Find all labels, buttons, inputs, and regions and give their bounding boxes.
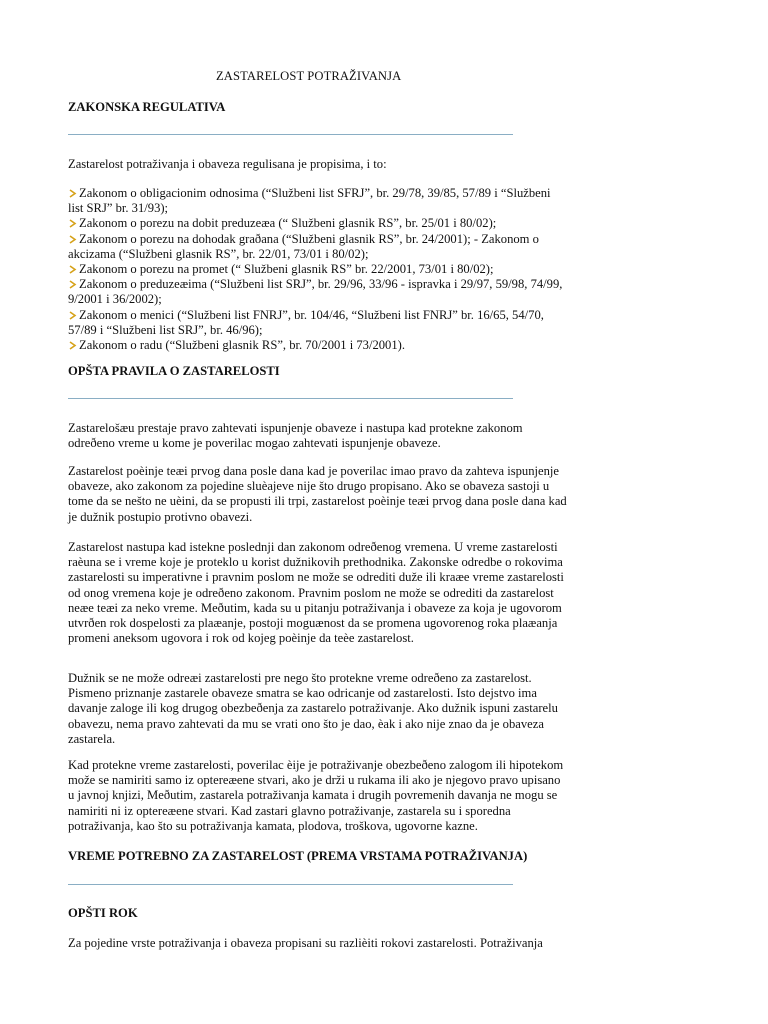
arrow-bullet-icon (68, 341, 77, 350)
list-item-text: Zakonom o obligacionim odnosima (“Službeni list SFRJ”, br. 29/78, 39/85, 57/89 i “Službeni list SRJ” br. 31/93); (68, 186, 551, 216)
section-divider (68, 134, 513, 135)
paragraph: Za pojedine vrste potraživanja i obaveza propisani su razlièiti rokovi zastarelosti. Potraživanja (68, 936, 543, 950)
list-item (68, 262, 568, 277)
section-divider (68, 398, 513, 399)
arrow-bullet-icon (68, 280, 77, 289)
intro-paragraph: Zastarelost potraživanja i obaveza regulisana je propisima, i to: (68, 157, 387, 171)
section-heading-vreme-potrebno: VREME POTREBNO ZA ZASTARELOST (PREMA VRSTAMA POTRAŽIVANJA) (68, 849, 528, 863)
list-item-text: Zakonom o menici (“Službeni list FNRJ”, br. 104/46, “Službeni list FNRJ” br. 16/65, 54/70, 57/89 i “Službeni list SRJ”, br. 46/96); (68, 307, 544, 337)
arrow-bullet-icon (68, 189, 77, 198)
list-item-text: Zakonom o porezu na promet (“ Službeni glasnik RS” br. 22/2001, 73/01 i 80/02); (79, 262, 494, 277)
list-item-text: Zakonom o radu (“Službeni glasnik RS”, br. 70/2001 i 73/2001). (79, 338, 405, 353)
section-heading-zakonska-regulativa: ZAKONSKA REGULATIVA (68, 100, 226, 114)
list-item-text: Zakonom o porezu na dohodak graðana (“Službeni glasnik RS”, br. 24/2001); - Zakonom o akcizama (“Službeni glasnik RS”, br. 22/01, 73/01 i 80/02); (68, 231, 539, 261)
list-item (68, 338, 568, 353)
section-heading-opsta-pravila: OPŠTA PRAVILA O ZASTARELOSTI (68, 364, 280, 378)
arrow-bullet-icon (68, 311, 77, 320)
paragraph: Zastarelost nastupa kad istekne poslednji dan zakonom odreðenog vremena. U vreme zastarelosti raèuna se i vreme koje je proteklo u korist dužnikovih prethodnika. Zakonske odredbe o rokovima zastarelosti su imperativne i pravnim poslom ne može se odrediti duže ili kraæe vreme zastarelosti od onog vremena koje je odreðeno zakonom. Pravnim poslom ne može se odrediti da zastarelost neæe teæi za neko vreme. Meðutim, kada su u pitanju potraživanja i obaveze za koja je ugovorom utvrðen rok dospelosti za plaæanje, postoji moguænost da se promena ugovorenog roka plaæanja promeni aneksom ugovora i rok od kojeg poèinje da teèe zastarelost. (68, 540, 564, 646)
law-list (68, 186, 568, 353)
list-item (68, 308, 568, 338)
document-title: ZASTARELOST POTRAŽIVANJA (216, 69, 402, 83)
arrow-bullet-icon (68, 219, 77, 228)
list-item-text: Zakonom o porezu na dobit preduzeæa (“ Službeni glasnik RS”, br. 25/01 i 80/02); (79, 216, 497, 231)
paragraph: Zastarelost poèinje teæi prvog dana posle dana kad je poverilac imao pravo da zahteva ispunjenje obaveze, ako zakonom za pojedine sluèajeve nije što drugo propisano. Ako se obaveza sastoji u tome da se nešto ne uèini, da se propusti ili trpi, zastarelost poèinje teæi prvog dana posle dana kad je dužnik postupio protivno obavezi. (68, 464, 567, 524)
paragraph: Dužnik se ne može odreæi zastarelosti pre nego što protekne vreme odreðeno za zastarelost. Pismeno priznanje zastarele obaveze smatra se kao odricanje od zastarelosti. Isto dejstvo ima davanje zaloge ili kog drugog obezbeðenja za zastarelo potraživanje. Ako dužnik ispuni zastarelu obavezu, nema pravo zahtevati da mu se vrati ono što je dao, èak i ako nije znao da je obaveza zastarela. (68, 671, 558, 746)
arrow-bullet-icon (68, 235, 77, 244)
section-divider (68, 884, 513, 885)
list-item (68, 232, 568, 262)
arrow-bullet-icon (68, 265, 77, 274)
paragraph: Kad protekne vreme zastarelosti, poverilac èije je potraživanje obezbeðeno zalogom ili hipotekom može se namiriti samo iz optereæene stvari, ako je drži u rukama ili ako je njegovo pravo upisano u javnoj knjizi, Meðutim, zastarela potraživanja kamata i drugih povremenih davanja ne mogu se namiriti ni iz optereæene stvari. Kad zastari glavno potraživanje, zastarela su i sporedna potraživanja, kao što su potraživanja kamata, plodova, troškova, ugovorne kazne. (68, 758, 564, 833)
paragraph: Zastarelošæu prestaje pravo zahtevati ispunjenje obaveze i nastupa kad protekne zakonom odreðeno vreme u kome je poverilac mogao zahtevati ispunjenje obaveze. (68, 421, 523, 451)
list-item (68, 186, 568, 216)
section-heading-opsti-rok: OPŠTI ROK (68, 906, 138, 920)
list-item (68, 216, 568, 231)
list-item-text: Zakonom o preduzeæima (“Službeni list SRJ”, br. 29/96, 33/96 - ispravka i 29/97, 59/98, 74/99, 9/2001 i 36/2002); (68, 277, 563, 307)
list-item (68, 277, 568, 307)
